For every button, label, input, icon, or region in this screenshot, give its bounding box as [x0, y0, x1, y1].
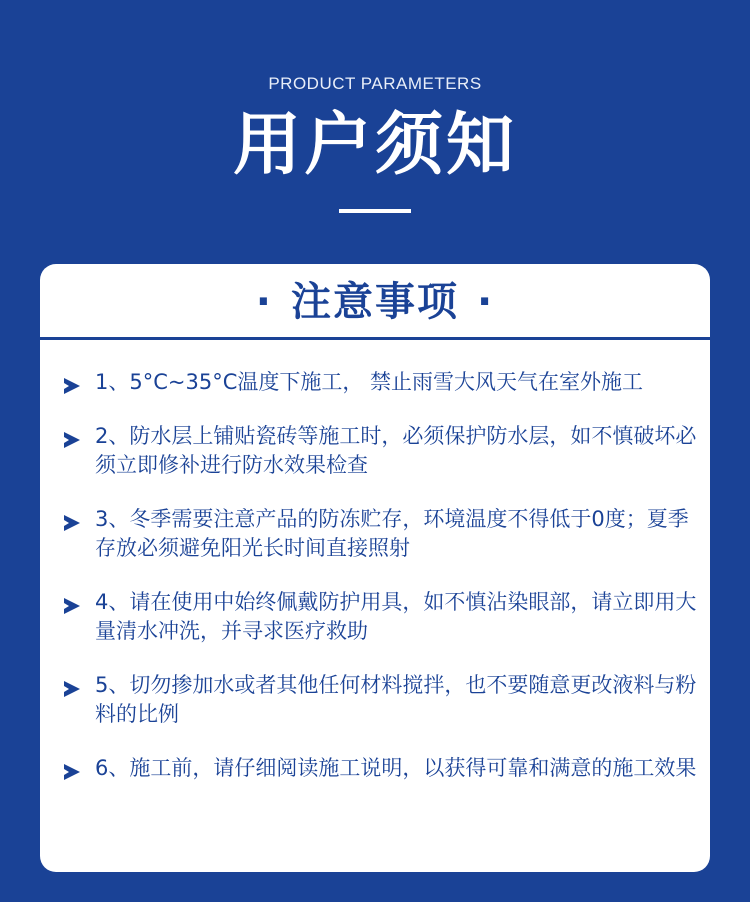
arrow-right-icon [64, 432, 80, 448]
list-item [40, 368, 710, 397]
arrow-right-icon [64, 378, 80, 394]
notice-card [40, 264, 710, 872]
section-eyebrow: PRODUCT PARAMETERS [268, 74, 482, 93]
list-item-text: 2、防水层上铺贴瓷砖等施工时，必须保护防水层，如不慎破坏必须立即修补进行防水效果检查 [95, 424, 697, 477]
list-item-text: 5、切勿掺加水或者其他任何材料搅拌，也不要随意更改液料与粉料的比例 [95, 673, 697, 726]
arrow-right-icon [64, 764, 80, 780]
card-header [40, 264, 710, 340]
list-item [40, 505, 710, 563]
list-item-text: 1、5°C~35°C温度下施工， 禁止雨雪大风天气在室外施工 [95, 370, 644, 394]
notice-list [40, 368, 710, 808]
card-title: 注意事项 [291, 279, 459, 325]
arrow-right-icon [64, 681, 80, 697]
list-item [40, 754, 710, 783]
list-item-text: 3、冬季需要注意产品的防冻贮存，环境温度不得低于0度；夏季存放必须避免阳光长时间直接照射 [95, 507, 689, 560]
list-item [40, 422, 710, 480]
arrow-right-icon [64, 515, 80, 531]
title-underline [339, 209, 411, 213]
dot-right: · [477, 279, 495, 325]
arrow-right-icon [64, 598, 80, 614]
list-item-text: 4、请在使用中始终佩戴防护用具，如不慎沾染眼部，请立即用大量清水冲洗，并寻求医疗救助 [95, 590, 697, 643]
card-divider [40, 337, 710, 340]
list-item [40, 588, 710, 646]
list-item-text: 6、施工前，请仔细阅读施工说明，以获得可靠和满意的施工效果 [95, 756, 697, 780]
page-title: 用户须知 [232, 106, 517, 185]
dot-left: · [255, 279, 273, 325]
list-item [40, 671, 710, 729]
